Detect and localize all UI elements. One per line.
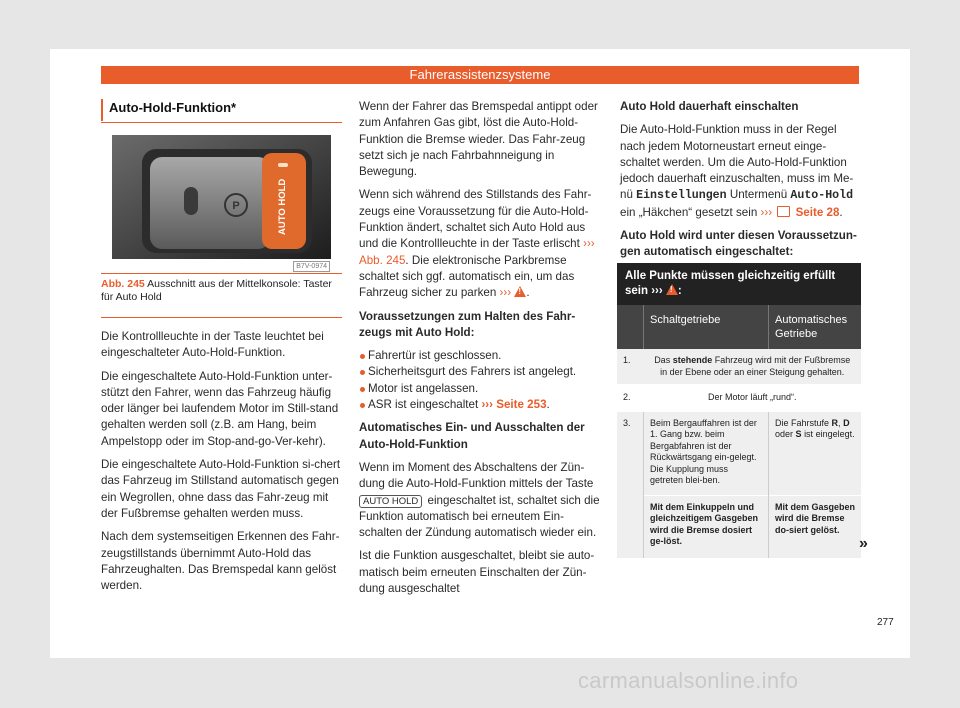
auto-hold-switch-illustration	[112, 135, 331, 259]
caption-rule	[101, 317, 342, 318]
chapter-header: Fahrerassistenzsysteme	[101, 66, 859, 84]
caption-label: Abb. 245	[101, 278, 145, 290]
column-1	[101, 329, 345, 601]
column-header-automatic: Automatisches Getriebe	[769, 305, 862, 349]
table-row: 3. Beim Bergauffahren ist der 1. Gang bzw. beim Bergabfahren ist der Rückwärtsgang ein-gelegt. Die Kupplung muss getreten blei-ben. Die Fahrstufe R, D oder S ist eingelegt.	[617, 412, 861, 496]
auto-hold-key: AUTO HOLD	[359, 495, 422, 508]
warning-icon[interactable]	[514, 286, 526, 297]
list-item: Motor ist angelassen.	[359, 381, 603, 397]
figure-245	[101, 127, 342, 319]
list-item: Fahrertür ist geschlossen.	[359, 348, 603, 364]
paragraph: Wenn sich während des Stillstands des Fahr-zeugs eine Voraussetzung für die Auto-Hold-Funktion ändert, schaltet sich Auto Hold aus und die Kontrollleuchte in der Taste erlischt ››› Abb. 245. Die elektronische Parkbremse schaltet sich ggf. automatisch ein, um das Fahrzeug sicher zu parken ››› ! .	[359, 187, 603, 301]
subheading: Auto Hold wird unter diesen Voraussetzun-gen automatisch eingeschaltet:	[620, 229, 857, 259]
column-3	[620, 99, 860, 268]
paragraph: Wenn im Moment des Abschaltens der Zün-dung die Auto-Hold-Funktion mittels der Taste AUTO HOLD eingeschaltet ist, schaltet sich die Funktion automatisch bei erneutem Ein-schalten der Zündung automatisch wieder ein.	[359, 460, 600, 540]
table-row: 2. Der Motor läuft „rund“.	[623, 392, 797, 402]
page-link[interactable]: Seite 28	[795, 205, 840, 219]
paragraph: Die Auto-Hold-Funktion muss in der Regel nach jedem Motorneustart erneut einge-schaltet werden. Um die Auto-Hold-Funktion jedoch dauerhaft einzuschalten, muss im Me-nü Einstellungen Untermenü Auto-Hold ein „Häkchen“ gesetzt sein ››› Seite 28.	[620, 123, 854, 219]
auto-hold-button-label: AUTO HOLD	[277, 178, 288, 235]
page-number: 277	[877, 617, 894, 628]
auto-hold-photo	[112, 135, 331, 259]
figure-code: B7V-0974	[293, 261, 330, 272]
svg-text:P: P	[232, 200, 240, 212]
menu-name: Einstellungen	[636, 189, 727, 203]
subheading: Automatisches Ein- und Ausschalten der Auto-Hold-Funktion	[359, 421, 585, 451]
subheading: Auto Hold dauerhaft einschalten	[620, 100, 799, 113]
figure-caption	[101, 273, 342, 304]
paragraph: Die eingeschaltete Auto-Hold-Funktion si-chert das Fahrzeug im Stillstand automatisch gegen ein Wegrollen, ohne dass das Fahr-zeug mit der Fußbremse gehalten werden muss.	[101, 458, 341, 520]
list-item: ASR ist eingeschaltet ››› Seite 253.	[359, 397, 603, 413]
table-row: Mit dem Einkuppeln und gleichzeitigem Gasgeben wird die Bremse dosiert ge-löst. Mit dem Gasgeben wird die Bremse do-siert gelöst.	[617, 495, 861, 558]
paragraph: Wenn der Fahrer das Bremspedal antippt oder zum Anfahren Gas gibt, löst die Auto-Hold-Funktion die Bremse wieder. Das Fahr-zeug setzt sich je nach Fahrbahnneigung in Bewegung.	[359, 100, 598, 179]
paragraph: Die eingeschaltete Auto-Hold-Funktion unter-stützt den Fahrer, wenn das Fahrzeug häufig oder länger bei laufendem Motor im Still-stand gehalten werden soll (z.B. am Hang, beim Ampelstopp oder im Stop-and-go-Ver-kehr).	[101, 369, 339, 448]
section-rule	[101, 122, 342, 123]
warning-icon[interactable]	[666, 284, 678, 295]
caption-text: Ausschnitt aus der Mittelkonsole: Taster für Auto Hold	[101, 278, 332, 303]
watermark: carmanualsonline.info	[578, 668, 799, 693]
paragraph: Ist die Funktion ausgeschaltet, bleibt sie auto-matisch beim erneuten Einschalten der Zün-dung ausgeschaltet	[359, 549, 595, 596]
column-header-manual: Schaltgetriebe	[644, 305, 769, 349]
table-row: 1. Das stehende Fahrzeug wird mit der Fußbremse in der Ebene oder an einer Steigung gehalten.	[617, 349, 861, 384]
section-title: Auto-Hold-Funktion*	[101, 99, 351, 121]
table-header-row	[617, 305, 861, 349]
list-item: Sicherheitsgurt des Fahrers ist angelegt.	[359, 364, 603, 380]
continue-marker: »	[859, 535, 868, 552]
subheading: Voraussetzungen zum Halten des Fahr-zeugs mit Auto Hold:	[359, 309, 576, 339]
requirements-list	[359, 348, 603, 413]
figure-link[interactable]: ››› Abb. 245	[359, 237, 595, 267]
column-2	[359, 99, 603, 604]
page-link[interactable]: ››› Seite 253	[481, 398, 547, 412]
book-icon	[777, 206, 790, 217]
table-title: Alle Punkte müssen gleichzeitig erfüllt sein ››› ! :	[617, 263, 861, 305]
paragraph: Nach dem systemseitigen Erkennen des Fahr-zeugstillstands übernimmt Auto-Hold das Fahrzeughalten. Das Bremspedal kann gelöst werden.	[101, 530, 340, 593]
paragraph: Die Kontrollleuchte in der Taste leuchtet bei eingeschalteter Auto-Hold-Funktion.	[101, 330, 324, 360]
submenu-name: Auto-Hold	[790, 189, 854, 203]
conditions-table	[617, 263, 861, 558]
